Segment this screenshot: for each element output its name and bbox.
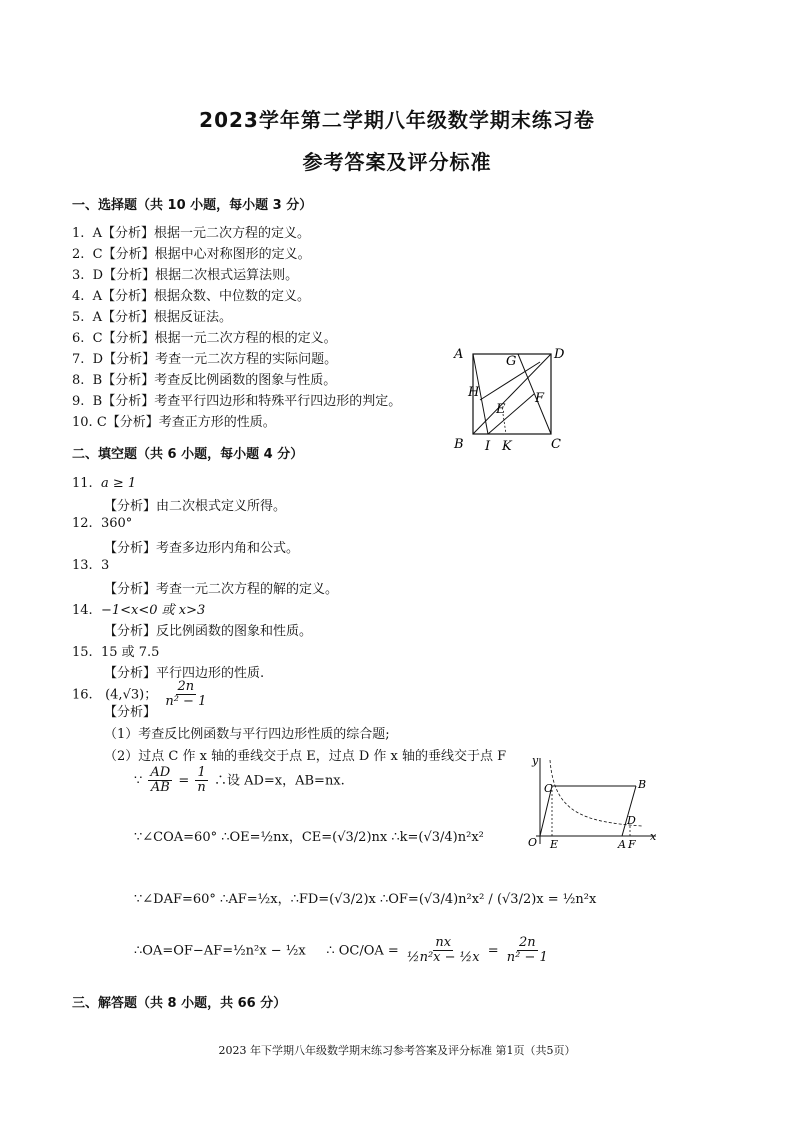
- label-b: B: [638, 778, 647, 791]
- page-subtitle: 参考答案及评分标准: [302, 150, 492, 174]
- q14-answer: [72, 599, 205, 618]
- q12-analysis: 【分析】考查多边形内角和公式。: [104, 541, 300, 556]
- q13-analysis: 【分析】考查一元二次方程的解的定义。: [104, 582, 339, 597]
- answer-value: a ≥ 1: [100, 476, 137, 491]
- label-d: D: [554, 347, 565, 362]
- item-text: D【分析】根据二次根式运算法则。: [92, 268, 299, 283]
- label-b: B: [454, 437, 464, 452]
- answer-value: 360°: [100, 516, 133, 531]
- item-text: B【分析】考查反比例函数的图象与性质。: [92, 373, 337, 388]
- label-a: A: [618, 838, 626, 851]
- item-number: 2.: [72, 247, 85, 262]
- item-number: 12.: [72, 516, 93, 531]
- label-o: O: [528, 836, 538, 849]
- item-number: 3.: [72, 268, 85, 283]
- q11-answer: [72, 476, 136, 491]
- q16-equation-1: [134, 766, 345, 796]
- coordinate-figure: [522, 752, 662, 852]
- q16-equation-2: ∵∠COA=60° ∴OE=½nx，CE=(√3/2)nx ∴k=(√3/4)n²x²: [134, 830, 484, 845]
- line-if: [488, 394, 534, 434]
- label-c: C: [551, 437, 561, 452]
- denominator: n² − 1: [165, 694, 207, 710]
- q16-analysis-label: 【分析】: [104, 705, 157, 720]
- q16-equation-3: ∵∠DAF=60° ∴AF=½x，∴FD=(√3/2)x ∴OF=(√3/4)n²x² / (√3/2)x = ½n²x: [134, 892, 597, 907]
- item-number: 5.: [72, 310, 85, 325]
- denominator: n² − 1: [506, 950, 548, 966]
- equals-sign: =: [178, 773, 190, 789]
- item-number: 9.: [72, 394, 85, 409]
- fraction-ad-ab: [148, 766, 172, 796]
- label-x: x: [650, 830, 657, 843]
- because-symbol: ∵: [134, 773, 143, 789]
- label-y: y: [532, 754, 539, 767]
- item-number: 8.: [72, 373, 85, 388]
- list-item: [72, 390, 401, 409]
- label-i: I: [485, 439, 491, 454]
- item-number: 11.: [72, 476, 93, 491]
- label-d: D: [627, 814, 636, 827]
- label-g: G: [506, 354, 517, 369]
- list-item: [72, 243, 311, 262]
- list-item: [72, 222, 310, 241]
- item-text: C【分析】根据中心对称图形的定义。: [92, 247, 311, 262]
- list-item: [72, 411, 276, 430]
- numerator: nx: [435, 935, 452, 950]
- line-ek-dashed: [503, 414, 506, 434]
- item-text: A【分析】根据一元二次方程的定义。: [92, 226, 311, 241]
- item-text: A【分析】根据反证法。: [92, 310, 233, 325]
- fraction-result: [505, 936, 550, 966]
- q12-answer: [72, 516, 132, 531]
- numerator: 2n: [518, 935, 536, 950]
- answer-value: 3: [100, 558, 110, 573]
- list-item: [72, 327, 337, 346]
- list-item: [72, 285, 310, 304]
- label-f: F: [535, 391, 545, 406]
- q15-analysis: 【分析】平行四边形的性质.: [104, 666, 265, 681]
- label-e: E: [550, 838, 559, 851]
- item-number: 6.: [72, 331, 85, 346]
- answer-value: 15 或 7.5: [100, 645, 160, 660]
- label-k: K: [502, 439, 512, 454]
- section-heading-fill: 二、填空题（共 6 小题，每小题 4 分）: [72, 447, 304, 462]
- item-number: 7.: [72, 352, 85, 367]
- line-ba: [622, 786, 636, 836]
- label-a: A: [454, 347, 464, 362]
- q11-analysis: 【分析】由二次根式定义所得。: [104, 499, 287, 514]
- item-text: C【分析】考查正方形的性质。: [96, 415, 276, 430]
- item-number: 4.: [72, 289, 85, 304]
- section-heading-choice: 一、选择题（共 10 小题，每小题 3 分）: [72, 198, 313, 213]
- item-text: D【分析】考查一元二次方程的实际问题。: [92, 352, 338, 367]
- equation-text: ∴设 AD=x，AB=nx.: [213, 773, 345, 789]
- list-item: [72, 264, 298, 283]
- q16-point-1: （1）考查反比例函数与平行四边形性质的综合题;: [104, 727, 390, 742]
- denominator: ½n²x − ½x: [406, 950, 480, 966]
- list-item: [72, 348, 337, 367]
- item-number: 1.: [72, 226, 85, 241]
- answer-fraction: [163, 680, 208, 710]
- label-e: E: [496, 402, 506, 417]
- fraction-oc-oa: [405, 936, 482, 966]
- equation-text: ∴OA=OF−AF=½n²x − ½x: [134, 943, 306, 959]
- page-footer: 2023 年下学期八年级数学期末练习参考答案及评分标准 第1页（共5页）: [218, 1044, 576, 1057]
- q15-answer: [72, 641, 159, 660]
- label-f: F: [628, 838, 636, 851]
- q16-point-2: （2）过点 C 作 x 轴的垂线交于点 E，过点 D 作 x 轴的垂线交于点 F: [104, 749, 507, 764]
- q14-analysis: 【分析】反比例函数的图象和性质。: [104, 624, 313, 639]
- equation-text: ∴ OC/OA =: [326, 943, 399, 959]
- list-item: [72, 369, 336, 388]
- item-number: 10.: [72, 415, 93, 430]
- item-number: 13.: [72, 558, 93, 573]
- denominator: AB: [150, 780, 170, 796]
- list-item: [72, 306, 232, 325]
- item-text: C【分析】根据一元二次方程的根的定义。: [92, 331, 337, 346]
- numerator: 2n: [177, 679, 195, 694]
- item-text: A【分析】根据众数、中位数的定义。: [92, 289, 311, 304]
- item-number: 15.: [72, 645, 93, 660]
- section-heading-solve: 三、解答题（共 8 小题，共 66 分）: [72, 996, 287, 1011]
- item-number: 14.: [72, 603, 93, 618]
- item-text: B【分析】考查平行四边形和特殊平行四边形的判定。: [92, 394, 402, 409]
- answer-value: −1<x<0 或 x>3: [100, 603, 206, 618]
- label-c: C: [544, 782, 553, 795]
- item-number: 16.: [72, 687, 93, 703]
- q16-equation-4: [134, 936, 552, 966]
- numerator: 1: [197, 765, 206, 780]
- page-title: 2023学年第二学期八年级数学期末练习卷: [199, 108, 595, 132]
- denominator: n: [197, 780, 206, 796]
- q13-answer: [72, 558, 109, 573]
- square-geometry-figure: [448, 342, 578, 458]
- numerator: AD: [150, 765, 171, 780]
- fraction-one-n: [195, 766, 207, 796]
- equals-sign: =: [487, 943, 499, 959]
- label-h: H: [468, 385, 480, 400]
- answer-point: (4,√3)；: [105, 687, 158, 703]
